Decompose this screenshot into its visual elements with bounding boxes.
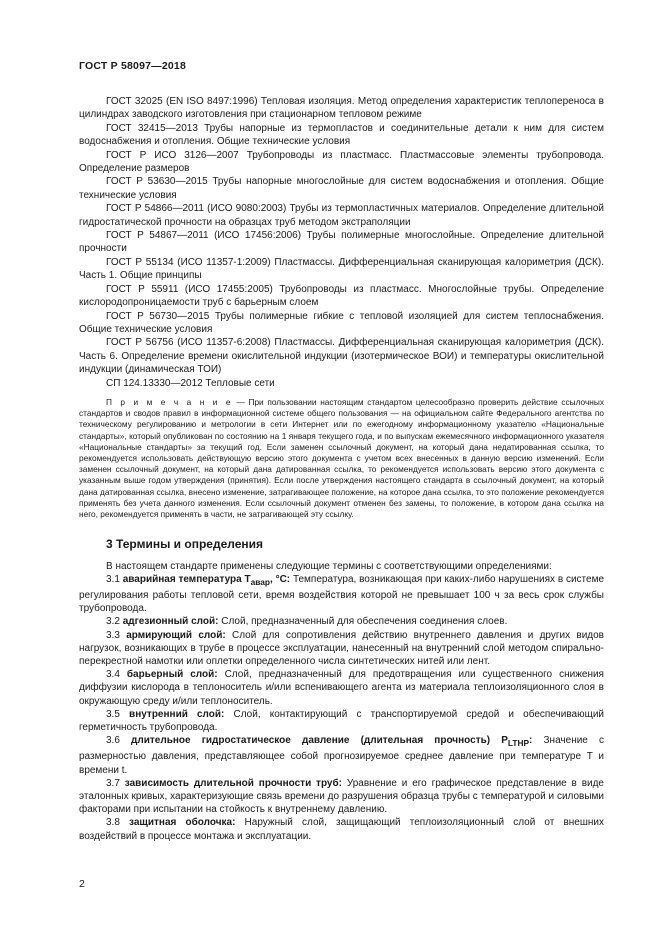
- reference-item: ГОСТ Р 56730—2015 Трубы полимерные гибкие с тепловой изоляцией для систем теплоснабжения. Общие технические условия: [79, 310, 604, 335]
- term-name: армирующий слой:: [126, 629, 226, 641]
- term-name: зависимость длительной прочности труб:: [124, 777, 342, 789]
- term-item: [79, 734, 604, 777]
- reference-item: ГОСТ Р 55911 (ИСО 17455:2005) Трубопроводы из пластмасс. Многослойные трубы. Определение кислородопроницаемости труб с барьерным слоем: [79, 283, 604, 309]
- note-paragraph: [79, 397, 604, 520]
- document-header: ГОСТ Р 58097—2018: [79, 60, 187, 72]
- term-item: [79, 708, 604, 734]
- reference-item: ГОСТ 32025 (EN ISO 8497:1996) Тепловая изоляция. Метод определения характеристик теплопереноса в цилиндрах заводского изготовления при стационарном тепловом режиме: [79, 96, 604, 121]
- reference-item: ГОСТ Р 54866—2011 (ИСО 9080:2003) Трубы из термопластичных материалов. Определение длительной гидростатической прочности на образцах труб методом экстраполяции: [79, 203, 604, 228]
- term-number: 3.8: [106, 817, 130, 829]
- note-text: — При пользовании настоящим стандартом целесообразно проверить действие ссылочных стандартов и сводов правил в информационной системе общего пользования — на официальном сайте Федерального агентства по техническому регулированию и метрологии в сети Интернет или по ежегодному информационному указателю «Национальные стандарты», который опубликован по состоянию на 1 января текущего года, и по выпускам ежемесячного информационного указателя «Национальные стандарты» за текущий год. Если заменен ссылочный документ, на который дана недатированная ссылка, то рекомендуется использовать действующую версию этого документа с учетом всех внесенных в данную версию изменений. Если заменен ссылочный документ, на который дана датированная ссылка, то рекомендуется использовать версию этого документа с указанным выше годом утверждения (принятия). Если после утверждения настоящего стандарта в ссылочный документ, на который дана датированная ссылка, внесено изменение, затрагивающее положение, на которое дана ссылка, то это положение рекомендуется применять без учета данного изменения. Если ссылочный документ отменен без замены, то положение, в котором дана ссылка на него, рекомендуется применять в части, не затрагивающей эту ссылку.: [79, 396, 604, 519]
- reference-item: ГОСТ 32415—2013 Трубы напорные из термопластов и соединительные детали к ним для систем водоснабжения и отопления. Общие технические условия: [79, 122, 604, 148]
- term-definition: Слой, предназначенный для обеспечения соединения слоев.: [218, 616, 508, 628]
- document-body: [79, 95, 604, 843]
- reference-item: СП 124.13330—2012 Тепловые сети: [106, 377, 275, 389]
- term-item: [79, 668, 604, 708]
- term-item: [79, 573, 604, 616]
- term-number: 3.4: [106, 669, 127, 681]
- note-block: [79, 397, 604, 520]
- terms-list: [79, 560, 604, 843]
- term-name: внутренний слой:: [129, 708, 225, 720]
- note-label: П р и м е ч а н и е: [106, 396, 233, 407]
- term-definition: Значение с размерностью давления, представляющее собой прогнозируемое среднее давление при температуре T и времени t.: [79, 735, 604, 776]
- term-number: 3.2: [106, 616, 123, 628]
- reference-item: ГОСТ Р ИСО 3126—2007 Трубопроводы из пластмасс. Пластмассовые элементы трубопровода. Определение размеров: [79, 149, 604, 175]
- term-definition: Слой, контактирующий с транспортируемой средой и обеспечивающий герметичность трубопровода.: [79, 708, 604, 734]
- term-item: [79, 777, 604, 817]
- page-number: 2: [79, 878, 85, 890]
- reference-item: ГОСТ Р 53630—2015 Трубы напорные многослойные для систем водоснабжения и отопления. Общие технические условия: [79, 176, 604, 201]
- term-definition: Температура, возникающая при каких-либо нарушениях в системе регулирования работы тепловой сети, время воздействия которой не превышает 100 ч за весь срок службы трубопровода.: [79, 573, 605, 615]
- term-number: 3.3: [106, 629, 127, 641]
- reference-item: ГОСТ Р 55134 (ИСО 11357-1:2009) Пластмассы. Дифференциальная сканирующая калориметрия (ДСК). Часть 1. Общие принципы: [79, 256, 604, 282]
- term-item: [79, 615, 604, 628]
- term-definition: Наружный слой, защищающий теплоизоляционный слой от внешних воздействий в процессе монтажа и эксплуатации.: [79, 817, 604, 842]
- term-definition: Уравнение и его графическое представление в виде эталонных кривых, характеризующие связь времени до разрушения образца трубы с температурой и силовыми факторами при испытании на стойкость к внутреннему давлению.: [79, 777, 604, 816]
- term-number: 3.6: [106, 735, 132, 747]
- term-name: барьерный слой:: [126, 669, 218, 681]
- term-definition: Слой для сопротивления действию внутреннего давления и других видов нагрузок, возникающих в трубе в процессе эксплуатации, нанесенный на внутренний слой методом спирально-перекрестной намотки или оплетки определенного числа синтетических нитей или лент.: [79, 629, 604, 667]
- term-number: 3.1: [106, 573, 123, 585]
- term-item: [79, 629, 604, 669]
- reference-list: [79, 95, 604, 390]
- term-item: [79, 816, 604, 842]
- section-intro: В настоящем стандарте применены следующие термины с соответствующими определениями:: [106, 560, 552, 572]
- term-name: защитная оболочка:: [129, 817, 236, 829]
- reference-item: ГОСТ Р 54867—2011 (ИСО 17456:2006) Трубы полимерные многослойные. Определение длительной прочности: [79, 230, 604, 255]
- term-name: длительное гидростатическое давление (длительная прочность) $P_{LTHP}$:: [131, 735, 533, 749]
- term-number: 3.7: [106, 777, 125, 789]
- term-number: 3.5: [106, 708, 130, 720]
- term-name: аварийная температура $T_{авар}$, °C:: [122, 573, 291, 587]
- term-name: адгезионный слой:: [122, 616, 219, 628]
- term-definition: Слой, предназначенный для предотвращения или существенного снижения диффузии кислорода в теплоноситель и/или вспенивающего агента из материала теплоизоляционного слоя в окружающую среду и/или теплоноситель.: [79, 669, 604, 707]
- reference-item: ГОСТ Р 56756 (ИСО 11357-6:2008) Пластмассы. Дифференциальная сканирующая калориметрия (ДСК). Часть 6. Определение времени окислительной индукции (изотермическое ВОИ) и температуры окислительной индукции (динамическая ТОИ): [79, 337, 604, 376]
- section-title: 3 Термины и определения: [106, 537, 264, 552]
